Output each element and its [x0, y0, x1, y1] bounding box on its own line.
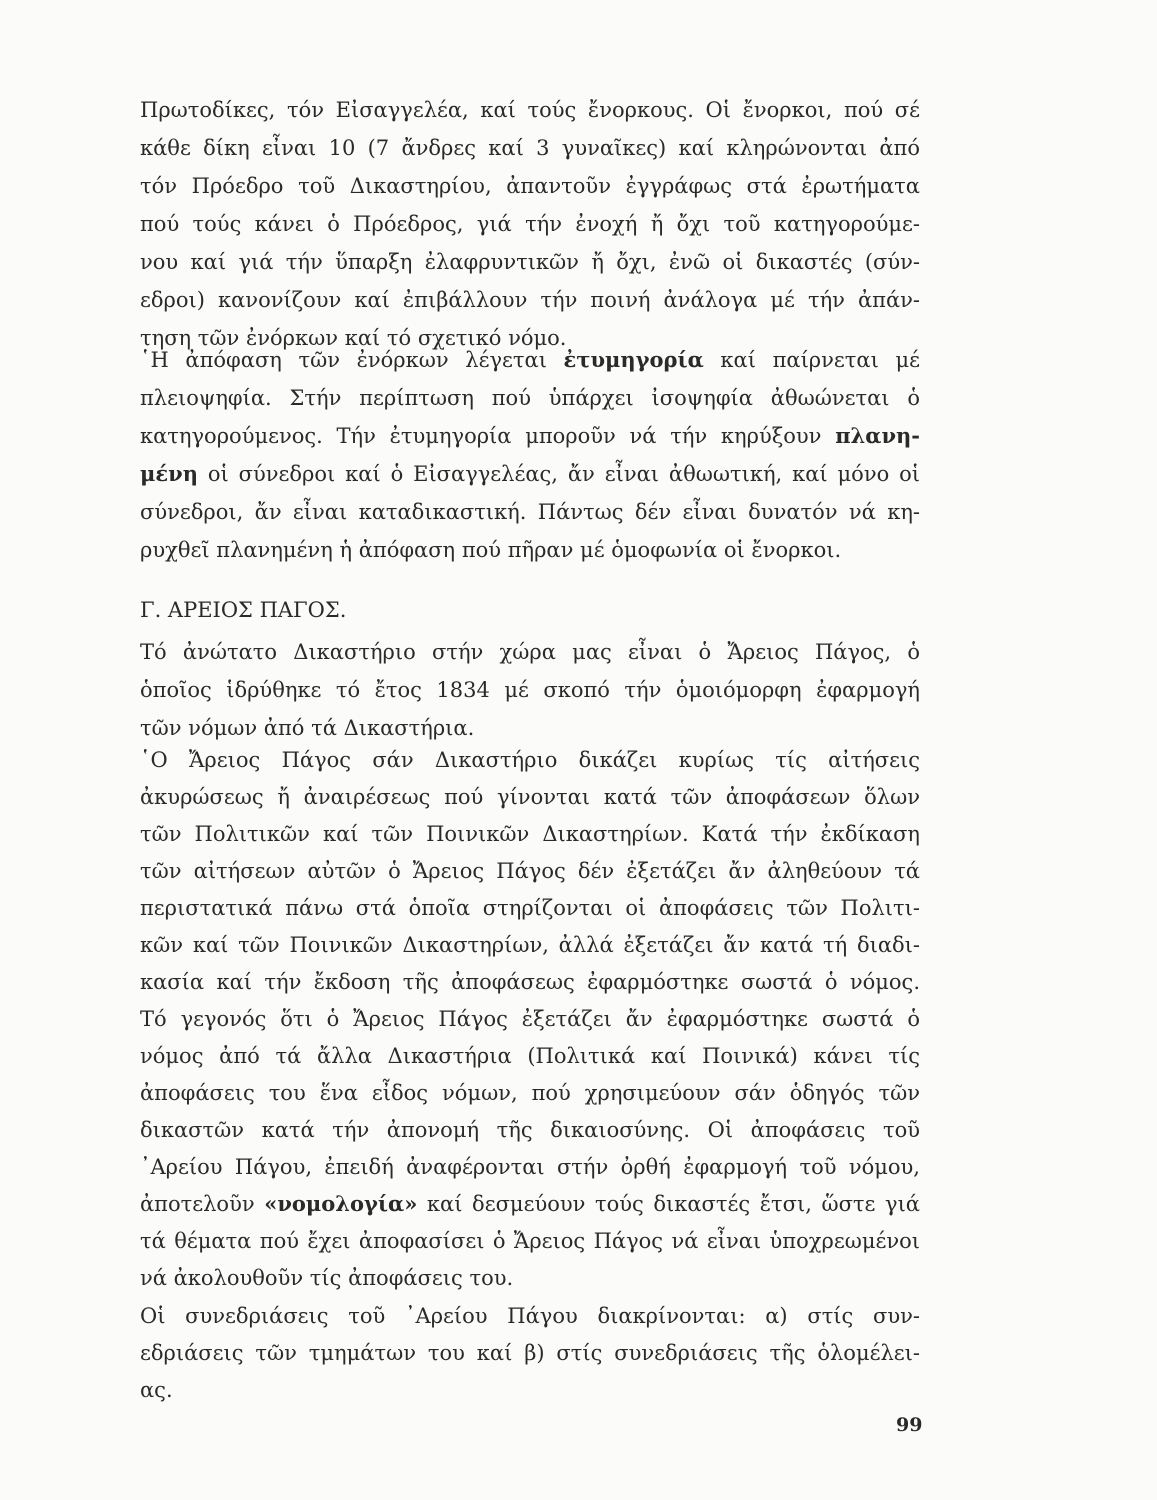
- text-line: κῶν καί τῶν Ποινικῶν Δικαστηρίων, ἀλλά ἐξετάζει ἄν κατά τή διαδι-: [140, 933, 920, 957]
- text-span: οἱ σύνεδροι καί ὁ Εἰσαγγελέας, ἄν εἶναι ἀθωωτική, καί μόνο οἱ: [197, 462, 920, 486]
- text-line: κασία καί τήν ἔκδοση τῆς ἀποφάσεως ἐφαρμόστηκε σωστά ὁ νόμος.: [140, 970, 920, 994]
- text-line: [140, 1186, 920, 1222]
- bold-term-etymegoria: ἐτυμηγορία: [563, 347, 704, 372]
- text-line: ἀκυρώσεως ἤ ἀναιρέσεως πού γίνονται κατά τῶν ἀποφάσεων ὅλων: [140, 785, 920, 809]
- text-line: [140, 418, 920, 454]
- text-line: Οἱ συνεδριάσεις τοῦ ᾿Αρείου Πάγου διακρίνονται: α) στίς συν-: [140, 1304, 920, 1328]
- text-line: νόμος ἀπό τά ἄλλα Δικαστήρια (Πολιτικά καί Ποινικά) κάνει τίς: [140, 1044, 920, 1068]
- text-line: πού τούς κάνει ὁ Πρόεδρος, γιά τήν ἐνοχή ἤ ὄχι τοῦ κατηγορούμε-: [140, 212, 920, 236]
- text-line: δικαστῶν κατά τήν ἀπονομή τῆς δικαιοσύνης. Οἱ ἀποφάσεις τοῦ: [140, 1118, 920, 1142]
- text-line: τῶν Πολιτικῶν καί τῶν Ποινικῶν Δικαστηρίων. Κατά τήν ἐκδίκαση: [140, 822, 920, 846]
- text-line: εδροι) κανονίζουν καί ἐπιβάλλουν τήν ποινή ἀνάλογα μέ τήν ἀπάν-: [140, 288, 920, 312]
- text-span: ἀποτελοῦν: [140, 1192, 265, 1216]
- text-span: ῾Η ἀπόφαση τῶν ἐνόρκων λέγεται: [140, 348, 564, 372]
- text-line: ῾Ο Ἄρειος Πάγος σάν Δικαστήριο δικάζει κυρίως τίς αἰτήσεις: [140, 748, 920, 772]
- text-line: τόν Πρόεδρο τοῦ Δικαστηρίου, ἀπαντοῦν ἐγγράφως στά ἐρωτήματα: [140, 174, 920, 198]
- text-line: Τό ἀνώτατο Δικαστήριο στήν χώρα μας εἶναι ὁ Ἄρειος Πάγος, ὁ: [140, 640, 920, 664]
- text-line: ας.: [140, 1378, 173, 1402]
- text-span: καί δεσμεύουν τούς δικαστές ἔτσι, ὥστε γιά: [417, 1192, 920, 1216]
- text-line: ὁποῖος ἱδρύθηκε τό ἔτος 1834 μέ σκοπό τήν ὁμοιόμορφη ἐφαρμογή: [140, 678, 920, 702]
- text-line: ᾿Αρείου Πάγου, ἐπειδή ἀναφέρονται στήν ὀρθή ἐφαρμογή τοῦ νόμου,: [140, 1155, 920, 1179]
- bold-term-planimeni: πλανη-: [835, 423, 920, 448]
- text-line: σύνεδροι, ἄν εἶναι καταδικαστική. Πάντως δέν εἶναι δυνατόν νά κη-: [140, 500, 920, 524]
- page-number: 99: [896, 1414, 923, 1436]
- text-line: Τό γεγονός ὅτι ὁ Ἄρειος Πάγος ἐξετάζει ἄν ἐφαρμόστηκε σωστά ὁ: [140, 1007, 920, 1031]
- text-line: περιστατικά πάνω στά ὁποῖα στηρίζονται οἱ ἀποφάσεις τῶν Πολιτι-: [140, 896, 920, 920]
- bold-term-nomologia: «νομολογία»: [264, 1191, 418, 1216]
- bold-term-planimeni-end: μένη: [140, 461, 198, 486]
- text-line: ἀποφάσεις του ἕνα εἶδος νόμων, πού χρησιμεύουν σάν ὁδηγός τῶν: [140, 1081, 920, 1105]
- text-line: [140, 342, 920, 378]
- text-line: πλειοψηφία. Στήν περίπτωση πού ὑπάρχει ἰσοψηφία ἀθωώνεται ὁ: [140, 386, 920, 410]
- text-line: τῶν αἰτήσεων αὐτῶν ὁ Ἄρειος Πάγος δέν ἐξετάζει ἄν ἀληθεύουν τά: [140, 859, 920, 883]
- text-span: κατηγορούμενος. Τήν ἐτυμηγορία μποροῦν νά τήν κηρύξουν: [140, 424, 836, 448]
- text-line: ρυχθεῖ πλανημένη ἡ ἀπόφαση πού πῆραν μέ ὁμοφωνία οἱ ἔνορκοι.: [140, 538, 842, 562]
- text-line: εδριάσεις τῶν τμημάτων του καί β) στίς συνεδριάσεις τῆς ὁλομέλει-: [140, 1341, 920, 1365]
- text-line: τηση τῶν ἐνόρκων καί τό σχετικό νόμο.: [140, 326, 567, 350]
- text-line: τά θέματα πού ἔχει ἀποφασίσει ὁ Ἄρειος Πάγος νά εἶναι ὑποχρεωμένοι: [140, 1229, 920, 1253]
- text-line: νά ἀκολουθοῦν τίς ἀποφάσεις του.: [140, 1266, 514, 1290]
- text-line: Πρωτοδίκες, τόν Εἰσαγγελέα, καί τούς ἔνορκους. Οἱ ἔνορκοι, πού σέ: [140, 98, 920, 122]
- text-line: νου καί γιά τήν ὕπαρξη ἐλαφρυντικῶν ἤ ὄχι, ἐνῶ οἱ δικαστές (σύν-: [140, 250, 920, 274]
- section-heading: Γ. ΑΡΕΙΟΣ ΠΑΓΟΣ.: [140, 598, 347, 622]
- text-line: [140, 456, 920, 492]
- text-span: καί παίρνεται μέ: [703, 348, 920, 372]
- text-line: κάθε δίκη εἶναι 10 (7 ἄνδρες καί 3 γυναῖκες) καί κληρώνονται ἀπό: [140, 136, 920, 160]
- text-line: τῶν νόμων ἀπό τά Δικαστήρια.: [140, 716, 475, 740]
